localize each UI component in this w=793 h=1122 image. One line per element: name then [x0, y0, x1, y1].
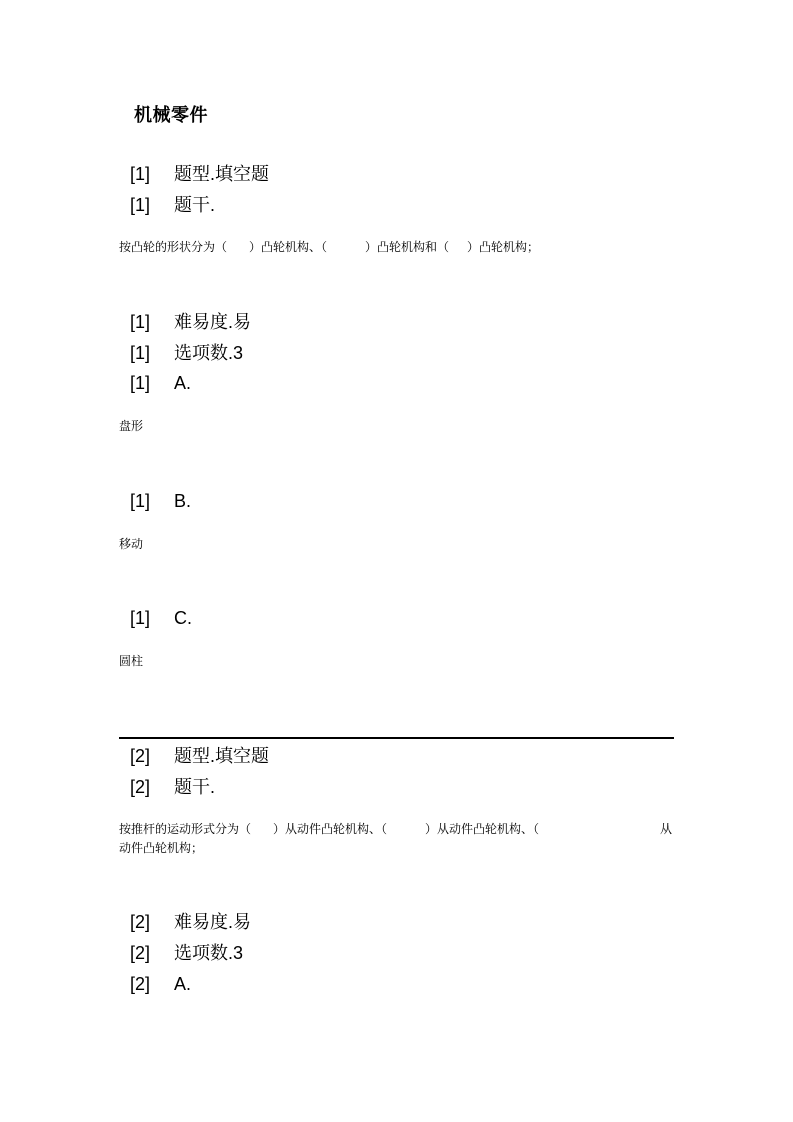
question-number: [2] — [130, 974, 151, 994]
stem-part: 从 — [659, 822, 672, 836]
stem-label: 题干. — [174, 195, 216, 215]
option-count: 选项数.3 — [174, 943, 244, 963]
question-number: [2] — [130, 746, 151, 766]
question-number: [1] — [130, 312, 151, 332]
option-letter: A. — [174, 373, 192, 393]
option-text: 移动 — [119, 537, 144, 551]
question-1-option-c-row — [130, 606, 192, 630]
difficulty: 难易度.易 — [174, 912, 252, 932]
question-1-option-a-row — [130, 371, 191, 395]
question-2-type-row — [130, 744, 269, 768]
stem-part: 动件凸轮机构； — [119, 841, 204, 855]
option-letter: B. — [174, 491, 192, 511]
question-number: [1] — [130, 343, 151, 363]
option-text: 盘形 — [119, 419, 144, 433]
question-1-type-row — [130, 162, 269, 186]
stem-part: ）凸轮机构、（ — [249, 240, 328, 254]
stem-part: 按推杆的运动形式分为（ — [119, 822, 252, 836]
document-title: 机械零件 — [134, 105, 208, 126]
question-number: [1] — [130, 608, 151, 628]
question-divider — [119, 737, 674, 739]
option-text: 圆柱 — [119, 654, 144, 668]
question-type: 题型.填空题 — [174, 746, 270, 766]
question-1-difficulty-row — [130, 310, 251, 334]
question-number: [2] — [130, 777, 151, 797]
option-letter: C. — [174, 608, 192, 628]
stem-part: ）凸轮机构和（ — [365, 240, 450, 254]
question-number: [2] — [130, 943, 151, 963]
question-1-option-b-row — [130, 489, 191, 513]
option-letter: A. — [174, 974, 192, 994]
question-1-stem-row — [130, 193, 215, 217]
question-number: [1] — [130, 373, 151, 393]
question-1-stem-text — [119, 238, 674, 257]
question-2-difficulty-row — [130, 910, 251, 934]
stem-part: ）从动件凸轮机构、（ — [273, 822, 388, 836]
question-2-option-count-row — [130, 941, 243, 965]
question-type: 题型.填空题 — [174, 164, 270, 184]
stem-part: 按凸轮的形状分为（ — [119, 240, 228, 254]
question-number: [1] — [130, 195, 151, 215]
stem-part: ）凸轮机构； — [467, 240, 540, 254]
question-2-stem-row — [130, 775, 215, 799]
difficulty: 难易度.易 — [174, 312, 252, 332]
stem-label: 题干. — [174, 777, 216, 797]
question-2-stem-text — [119, 820, 674, 858]
question-number: [2] — [130, 912, 151, 932]
stem-part: ）从动件凸轮机构、（ — [425, 822, 540, 836]
question-2-option-a-row — [130, 972, 191, 996]
question-1-option-count-row — [130, 341, 243, 365]
option-count: 选项数.3 — [174, 343, 244, 363]
question-number: [1] — [130, 164, 151, 184]
question-number: [1] — [130, 491, 151, 511]
